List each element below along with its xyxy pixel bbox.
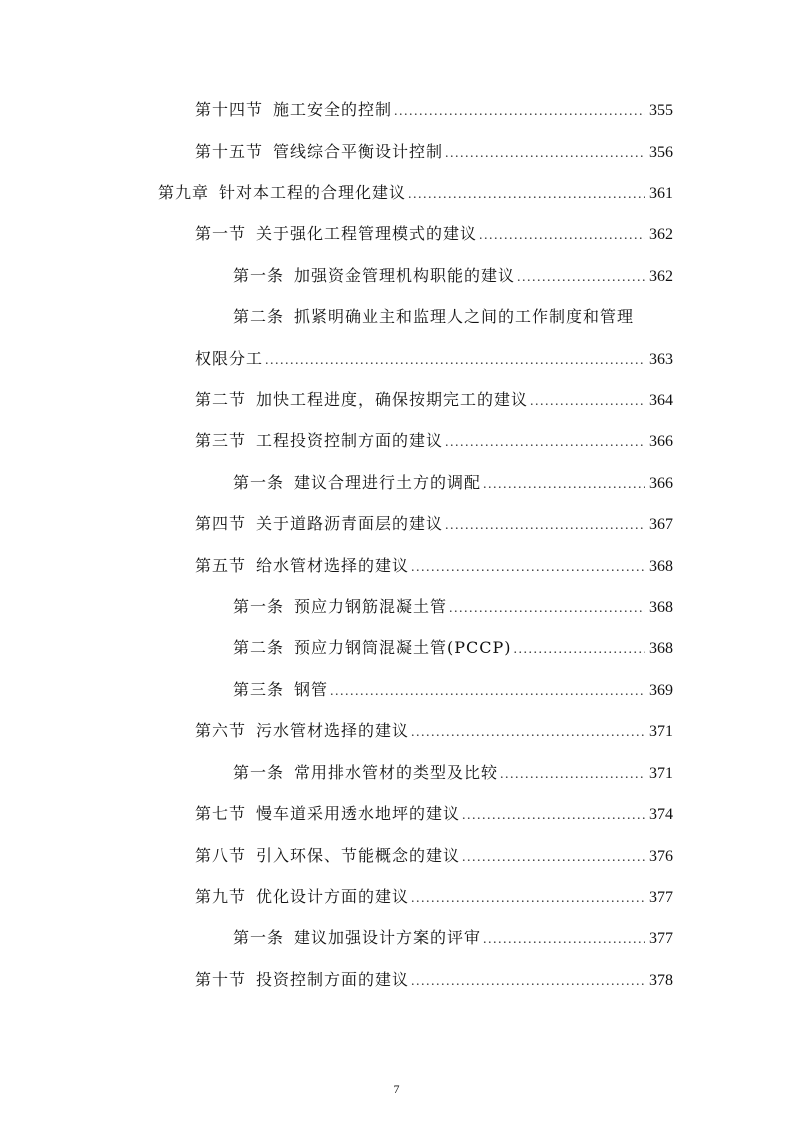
toc-entry[interactable]: [233, 758, 673, 788]
toc-entry-title: 常用排水管材的类型及比较: [294, 763, 499, 782]
toc-entry-page: 369: [649, 682, 673, 699]
dot-leader: [483, 470, 645, 500]
toc-entry-title: 工程投资控制方面的建议: [256, 431, 444, 450]
toc-entry-number: 第一节: [195, 224, 247, 243]
page-number: 7: [393, 1082, 400, 1096]
toc-entry-title: 引入环保、节能概念的建议: [256, 846, 461, 865]
toc-entry-page: 366: [649, 433, 673, 450]
toc-entry-page: 356: [649, 144, 673, 161]
toc-entry-title: 污水管材选择的建议: [256, 721, 410, 740]
toc-entry-page: 368: [649, 558, 673, 575]
toc-entry-number: 第三节: [195, 431, 247, 450]
toc-entry-title: 建议合理进行土方的调配: [294, 473, 482, 492]
dot-leader: [445, 428, 645, 458]
dot-leader: [530, 387, 645, 417]
toc-entry-title: 预应力钢筒混凝土管(PCCP): [294, 638, 512, 657]
toc-entry-title: 关于道路沥青面层的建议: [256, 514, 444, 533]
dot-leader: [330, 677, 645, 707]
toc-entry[interactable]: [195, 716, 673, 746]
dot-leader: [517, 263, 645, 293]
toc-entry-page: 368: [649, 640, 673, 657]
toc-entry-number: 第八节: [195, 846, 247, 865]
toc-entry-title: 优化设计方面的建议: [256, 887, 410, 906]
toc-entry-page: 374: [649, 806, 673, 823]
toc-entry-number: 第一条: [233, 473, 285, 492]
toc-entry-wrapped-second-line[interactable]: [195, 344, 673, 374]
toc-entry-page: 377: [649, 930, 673, 947]
toc-entry[interactable]: [233, 633, 673, 663]
dot-leader: [500, 760, 645, 790]
dot-leader: [411, 718, 645, 748]
dot-leader: [445, 511, 645, 541]
dot-leader: [445, 139, 645, 169]
toc-entry[interactable]: [195, 95, 673, 125]
toc-entry[interactable]: [158, 178, 673, 208]
toc-entry-title: 抓紧明确业主和监理人之间的工作制度和管理: [294, 307, 635, 326]
toc-entry[interactable]: [195, 882, 673, 912]
toc-entry-number: 第十四节: [195, 100, 264, 119]
toc-entry-number: 第一条: [233, 763, 285, 782]
toc-entry-number: 第七节: [195, 804, 247, 823]
toc-entry-page: 368: [649, 599, 673, 616]
dot-leader: [411, 884, 645, 914]
toc-entry[interactable]: [233, 261, 673, 291]
toc-entry-title: 建议加强设计方案的评审: [294, 928, 482, 947]
toc-entry-number: 第十节: [195, 970, 247, 989]
toc-entry-title: 管线综合平衡设计控制: [273, 142, 444, 161]
toc-entry-page: 361: [649, 185, 673, 202]
toc-entry-page: 367: [649, 516, 673, 533]
toc-entry-number: 第一条: [233, 597, 285, 616]
dot-leader: [514, 635, 645, 665]
toc-entry[interactable]: [195, 385, 673, 415]
toc-entry-title: 投资控制方面的建议: [256, 970, 410, 989]
toc-entry-number: 第五节: [195, 556, 247, 575]
toc-entry-number: 第二节: [195, 390, 247, 409]
toc-entry-number: 第一条: [233, 928, 285, 947]
toc-entry[interactable]: [233, 675, 673, 705]
toc-entry[interactable]: [195, 426, 673, 456]
dot-leader: [462, 801, 645, 831]
dot-leader: [462, 843, 645, 873]
toc-entry-page: 363: [649, 351, 673, 368]
toc-entry[interactable]: [233, 468, 673, 498]
toc-entry[interactable]: [195, 799, 673, 829]
toc-entry-page: 355: [649, 102, 673, 119]
toc-entry[interactable]: [195, 965, 673, 995]
toc-entry-title: 加强资金管理机构职能的建议: [294, 266, 516, 285]
dot-leader: [265, 346, 645, 376]
toc-entry-number: 第一条: [233, 266, 285, 285]
toc-entry[interactable]: [195, 841, 673, 871]
toc-entry-page: 371: [649, 723, 673, 740]
toc-entry-number: 第三条: [233, 680, 285, 699]
toc-entry-page: 378: [649, 972, 673, 989]
toc-entry[interactable]: [195, 137, 673, 167]
toc-entry-number: 第十五节: [195, 142, 264, 161]
dot-leader: [411, 967, 645, 997]
toc-entry-title: 针对本工程的合理化建议: [219, 183, 407, 202]
toc-entry-title: 给水管材选择的建议: [256, 556, 410, 575]
dot-leader: [479, 221, 645, 251]
toc-entry-title: 预应力钢筋混凝土管: [294, 597, 448, 616]
toc-entry-title: 钢管: [294, 680, 329, 699]
toc-entry-page: 362: [649, 226, 673, 243]
toc-entry-number: 第九章: [158, 183, 210, 202]
toc-entry-page: 366: [649, 475, 673, 492]
toc-entry-title: 关于强化工程管理模式的建议: [256, 224, 478, 243]
toc-entry-page: 364: [649, 392, 673, 409]
dot-leader: [394, 97, 645, 127]
toc-entry-title: 慢车道采用透水地坪的建议: [256, 804, 461, 823]
toc-entry[interactable]: [195, 509, 673, 539]
toc-entry-number: 第四节: [195, 514, 247, 533]
toc-entry[interactable]: [195, 551, 673, 581]
dot-leader: [483, 925, 645, 955]
toc-entry-page: 371: [649, 765, 673, 782]
dot-leader: [449, 594, 645, 624]
toc-entry-page: 376: [649, 848, 673, 865]
toc-entry-title-continued: 权限分工: [195, 349, 264, 368]
toc-entry[interactable]: [233, 592, 673, 622]
toc-entry-page: 377: [649, 889, 673, 906]
toc-entry-number: 第六节: [195, 721, 247, 740]
toc-entry-number: 第二条: [233, 638, 285, 657]
toc-entry[interactable]: [233, 923, 673, 953]
toc-entry[interactable]: [195, 219, 673, 249]
toc-entry-title: 施工安全的控制: [273, 100, 393, 119]
toc-entry-title: 加快工程进度，确保按期完工的建议: [256, 390, 529, 409]
dot-leader: [411, 553, 645, 583]
dot-leader: [408, 180, 645, 210]
toc-entry-wrapped-first-line[interactable]: [233, 302, 634, 332]
toc-entry-page: 362: [649, 268, 673, 285]
toc-entry-number: 第九节: [195, 887, 247, 906]
toc-entry-number: 第二条: [233, 307, 285, 326]
